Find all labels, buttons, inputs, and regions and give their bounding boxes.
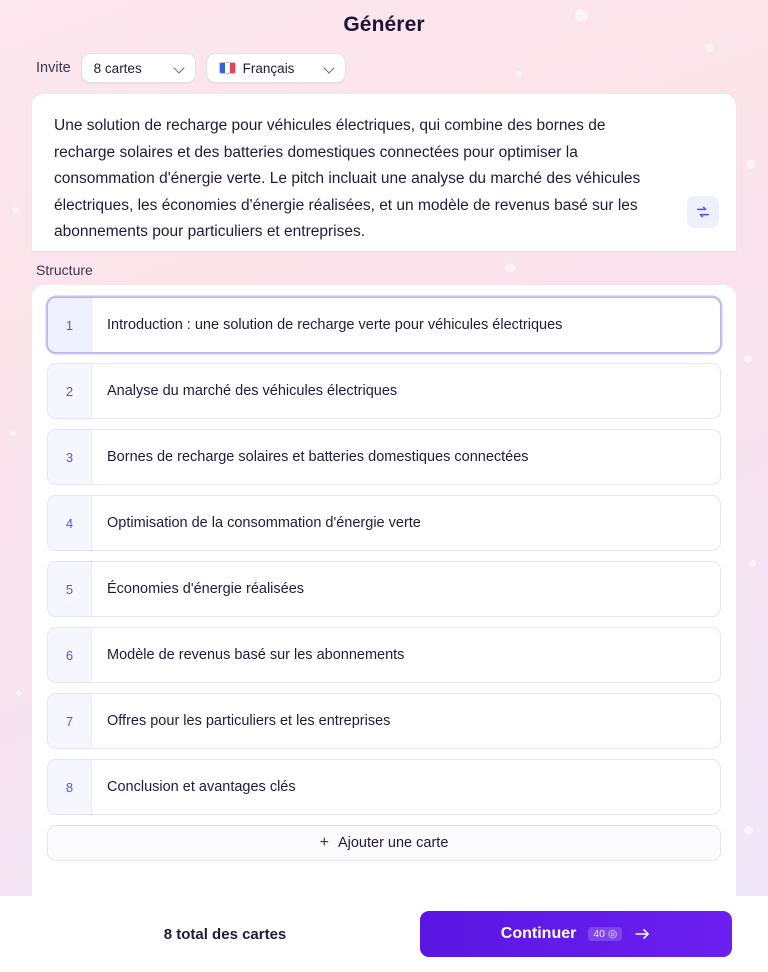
card-number: 8 xyxy=(48,760,92,814)
prompt-label: Invite xyxy=(36,60,71,76)
structure-card-list xyxy=(32,285,736,896)
table-row[interactable] xyxy=(47,693,721,749)
add-card-label: Ajouter une carte xyxy=(337,835,449,851)
language-select[interactable] xyxy=(206,53,346,83)
structure-label: Structure xyxy=(36,262,93,278)
chevron-down-icon xyxy=(325,63,336,74)
add-card-button[interactable] xyxy=(47,825,721,861)
refresh-icon xyxy=(695,204,711,220)
regenerate-button[interactable] xyxy=(687,196,719,228)
card-number: 7 xyxy=(48,694,92,748)
card-title: Modèle de revenus basé sur les abonnements xyxy=(107,647,405,663)
card-number: 4 xyxy=(48,496,92,550)
card-title: Économies d'énergie réalisées xyxy=(107,581,305,597)
page-title: Générer xyxy=(343,13,425,36)
total-cards-label: 8 total des cartes xyxy=(163,925,287,943)
controls-bar xyxy=(0,37,768,83)
card-number: 1 xyxy=(48,298,92,352)
cards-count-value: 8 cartes xyxy=(93,60,142,76)
flag-icon xyxy=(219,62,236,74)
prompt-area xyxy=(32,94,736,251)
table-row[interactable] xyxy=(47,297,721,353)
continue-button[interactable] xyxy=(420,911,732,957)
prompt-input[interactable] xyxy=(32,94,736,251)
card-number: 2 xyxy=(48,364,92,418)
card-number: 5 xyxy=(48,562,92,616)
footer-bar xyxy=(0,896,768,972)
chevron-down-icon xyxy=(175,63,186,74)
card-title: Introduction : une solution de recharge verte pour véhicules électriques xyxy=(107,317,563,333)
arrow-right-icon xyxy=(634,927,651,941)
cards-count-select[interactable] xyxy=(81,53,196,83)
card-title: Analyse du marché des véhicules électriques xyxy=(107,383,398,399)
card-title: Optimisation de la consommation d'énergie verte xyxy=(107,515,421,531)
card-number: 6 xyxy=(48,628,92,682)
continue-label: Continuer xyxy=(500,925,577,942)
card-title: Conclusion et avantages clés xyxy=(107,779,296,795)
coin-icon: ◎ xyxy=(608,928,618,940)
table-row[interactable] xyxy=(47,495,721,551)
prompt-text: Une solution de recharge pour véhicules électriques, qui combine des bornes de recharge solaires et des batteries domestiques connectées pour optimiser la consommation d'énergie verte. Le pitch incluait une analyse du marché des véhicules électriques, les économies d'énergie réalisées, et un modèle de revenus basé sur les abonnements pour particuliers et entreprises. xyxy=(54,117,641,240)
card-title: Offres pour les particuliers et les entreprises xyxy=(107,713,391,729)
table-row[interactable] xyxy=(47,759,721,815)
card-title: Bornes de recharge solaires et batteries domestiques connectées xyxy=(107,449,529,465)
credits-value: 40 xyxy=(593,928,606,940)
card-number: 3 xyxy=(48,430,92,484)
table-row[interactable] xyxy=(47,429,721,485)
credits-badge xyxy=(588,927,622,941)
table-row[interactable] xyxy=(47,627,721,683)
plus-icon: + xyxy=(319,834,329,851)
table-row[interactable] xyxy=(47,561,721,617)
language-value: Français xyxy=(242,60,295,76)
table-row[interactable] xyxy=(47,363,721,419)
